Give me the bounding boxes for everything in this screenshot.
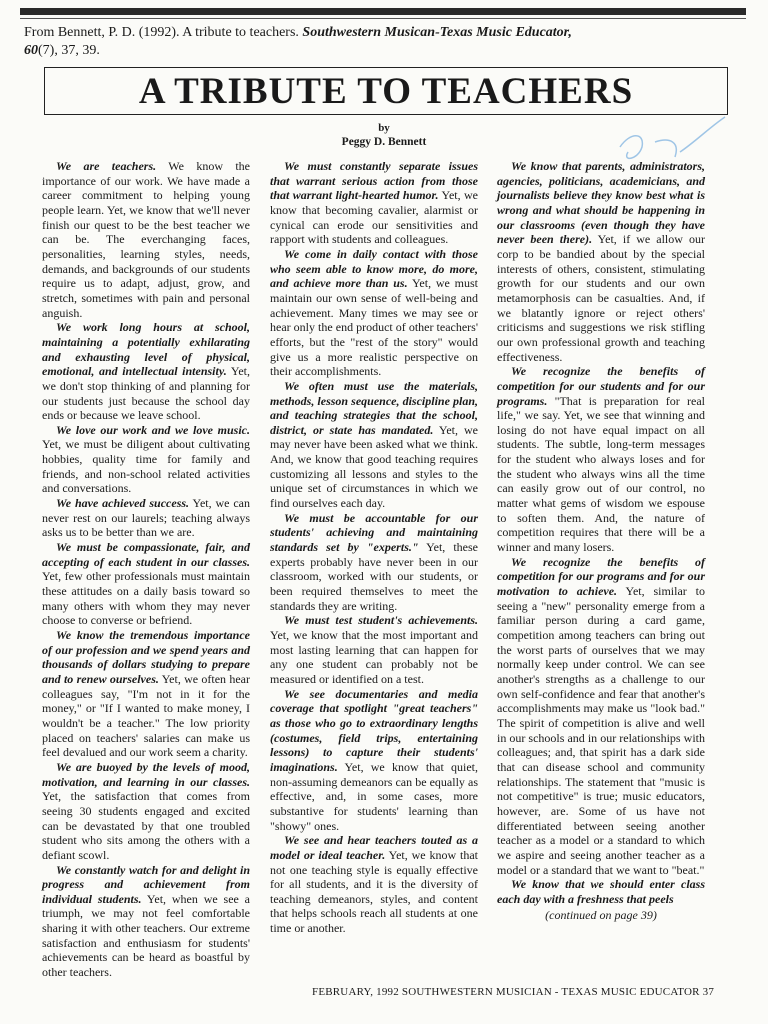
- paragraph: We recognize the benefits of competition for our programs and for our motivation to achieve. Yet, similar to seeing a "new" personality emerge from a familiar person during a card game, competition among teachers can bring out the worst parts of ourselves that we may normally keep under control. We can see another's strengths as a challenge to our own self-confidence and fear that another's accomplishments may make us "look bad." The spirit of competition is alive and well in our schools and in our relationships with colleagues; and, that spirit has a dark side that can disease school and community relationships. The statement that "music is not competitive" is true; music educators, however, are. Some of us have not differentiated between seeing another teacher as a model or a standard to which we aspire and seeing another teacher as a model or a standard that we want to "beat.": [497, 554, 706, 877]
- top-rule-thin: [20, 18, 746, 19]
- citation-journal: Southwestern Musican-Texas Music Educator, 60: [24, 25, 572, 58]
- citation-issue-pages: (7), 37, 39.: [38, 43, 100, 58]
- paragraph: We must be compassionate, fair, and accepting of each student in our classes. Yet, few other professionals must maintain these attitudes on a daily basis toward so many others with whom they may never choose to converse or befriend.: [42, 540, 250, 628]
- paragraph: We are teachers. We know the importance of our work. We have made a career commitment to helping young people learn. Yet, we know that we'll never finish our quest to be the best teacher we can be. The everchanging faces, personalities, learning styles, needs, demands, and backgrounds of our students require us to adapt, adjust, grow, and stretch, sometimes with pain and personal anguish.: [42, 159, 250, 320]
- paragraph: We must be accountable for our students' achieving and maintaining standards set by "experts." Yet, these experts probably have never been in our classroom, worked with our students, or been required themselves to meet the standards they are writing.: [270, 510, 478, 613]
- top-rule: [20, 8, 746, 15]
- paragraph: We come in daily contact with those who seem able to know more, do more, and achieve more than us. Yet, we must maintain our own sense of well-being and achievement. Many times we may see or hear only the end product of other teachers' efforts, but the "rest of the story" would give us a more realistic perspective on their accomplishments.: [270, 246, 479, 379]
- paragraph: We love our work and we love music. Yet, we must be diligent about cultivating hobbies, quality time for family and friends, and non-school related activities and conversations.: [42, 422, 250, 496]
- article-title: A TRIBUTE TO TEACHERS: [138, 70, 634, 112]
- paragraph: We know that parents, administrators, agencies, politicians, academicians, and journalists believe they know best what is wrong and what should be happening in our classrooms (even though they have never been there). Yet, if we allow our corp to be bandied about by the special interests of others, consistent, stimulating growth for our students and our own metamorphosis can be casualties. And, if we blatantly ignore or reject others' criticisms and suggestions we risk stifling our own professional growth and teaching effectiveness.: [497, 159, 705, 364]
- column-2: [270, 159, 478, 936]
- paragraph: We see and hear teachers touted as a model or ideal teacher. Yet, we know that not one teaching style is equally effective for all students, and it is the diversity of teaching demeanors, styles, and content that helps schools reach all students at one time or another.: [270, 833, 478, 936]
- paragraph: We work long hours at school, maintaining a potentially exhilarating and exhausting level of physical, emotional, and intellectual intensity. Yet, we don't stop thinking of and planning for our students just because the school day ends or because we leave school.: [42, 320, 250, 423]
- column-3: [497, 159, 705, 923]
- byline-by: by: [378, 122, 390, 134]
- page-footer: FEBRUARY, 1992 SOUTHWESTERN MUSICIAN - TEXAS MUSIC EDUCATOR 37: [312, 986, 715, 998]
- paragraph: We often must use the materials, methods, lesson sequence, discipline plan, and teaching strategies that the school, district, or state has mandated. Yet, we may never have been asked what we think. And, we know that good teaching requires customizing all lessons and styles to the unique set of circumstances in which we find ourselves each day.: [270, 378, 478, 511]
- paragraph: We must constantly separate issues that warrant serious action from those that warrant light-hearted humor. Yet, we know that becoming cavalier, alarmist or cynical can erode our sensitivities and rapport with students and colleagues.: [270, 159, 479, 247]
- citation: [24, 24, 584, 60]
- byline-author: Peggy D. Bennett: [341, 136, 427, 148]
- paragraph: We recognize the benefits of competition for our students and for our programs. "That is preparation for real life," we say. Yet, we see that winning and losing do not have equal impact on all students. The subtle, long-term messages for the student who always loses and for the student who always wins all the time can easily grow out of our control, no matter what gems of wisdom we espouse to soften them. And, the nature of competition requires that there will be a winner and many losers.: [497, 364, 705, 555]
- citation-prefix: From Bennett, P. D. (1992). A tribute to teachers.: [24, 25, 299, 40]
- paragraph: We constantly watch for and delight in progress and achievement from individual students. Yet, when we see a triumph, we may not feel comfortable sharing it with other teachers. Our extreme satisfaction and enthusiasm for students' achievements can be heard as boastful by other teachers.: [42, 862, 250, 980]
- paragraph: We are buoyed by the levels of mood, motivation, and learning in our classes. Yet, the satisfaction that comes from seeing 30 students engaged and excited can be devastated by that one troubled student who sits among the others with a defiant scowl.: [42, 759, 250, 862]
- paragraph: We know the tremendous importance of our profession and we spend years and thousands of dollars studying to prepare and to renew ourselves. Yet, we often hear colleagues say, "I'm not in it for the money," or "If I wanted to make money, I wouldn't be a teacher." The low priority placed on teachers' salaries can make us feel devalued and our work seem a charity.: [42, 628, 250, 760]
- column-1: [42, 159, 250, 980]
- paragraph: We have achieved success. Yet, we can never rest on our laurels; teaching always asks us to be better than we are.: [42, 496, 251, 540]
- continued-note: (continued on page 39): [545, 908, 657, 923]
- paragraph: We see documentaries and media coverage that spotlight "great teachers" as those who go to extraordinary lengths (costumes, field trips, entertaining lessons) to capture their students' imaginations. Yet, we know that quiet, non-assuming demeanors can be equally as effective, and, in some cases, more substantive for students' learning than "showy" ones.: [270, 686, 478, 833]
- paragraph: We know that we should enter class each day with a freshness that peels: [497, 877, 705, 906]
- paragraph: We must test student's achievements. Yet, we know that the most important and most lasting learning that can happen for any one student can probably not be measured or identified on a test.: [270, 613, 478, 686]
- title-box: [44, 67, 728, 115]
